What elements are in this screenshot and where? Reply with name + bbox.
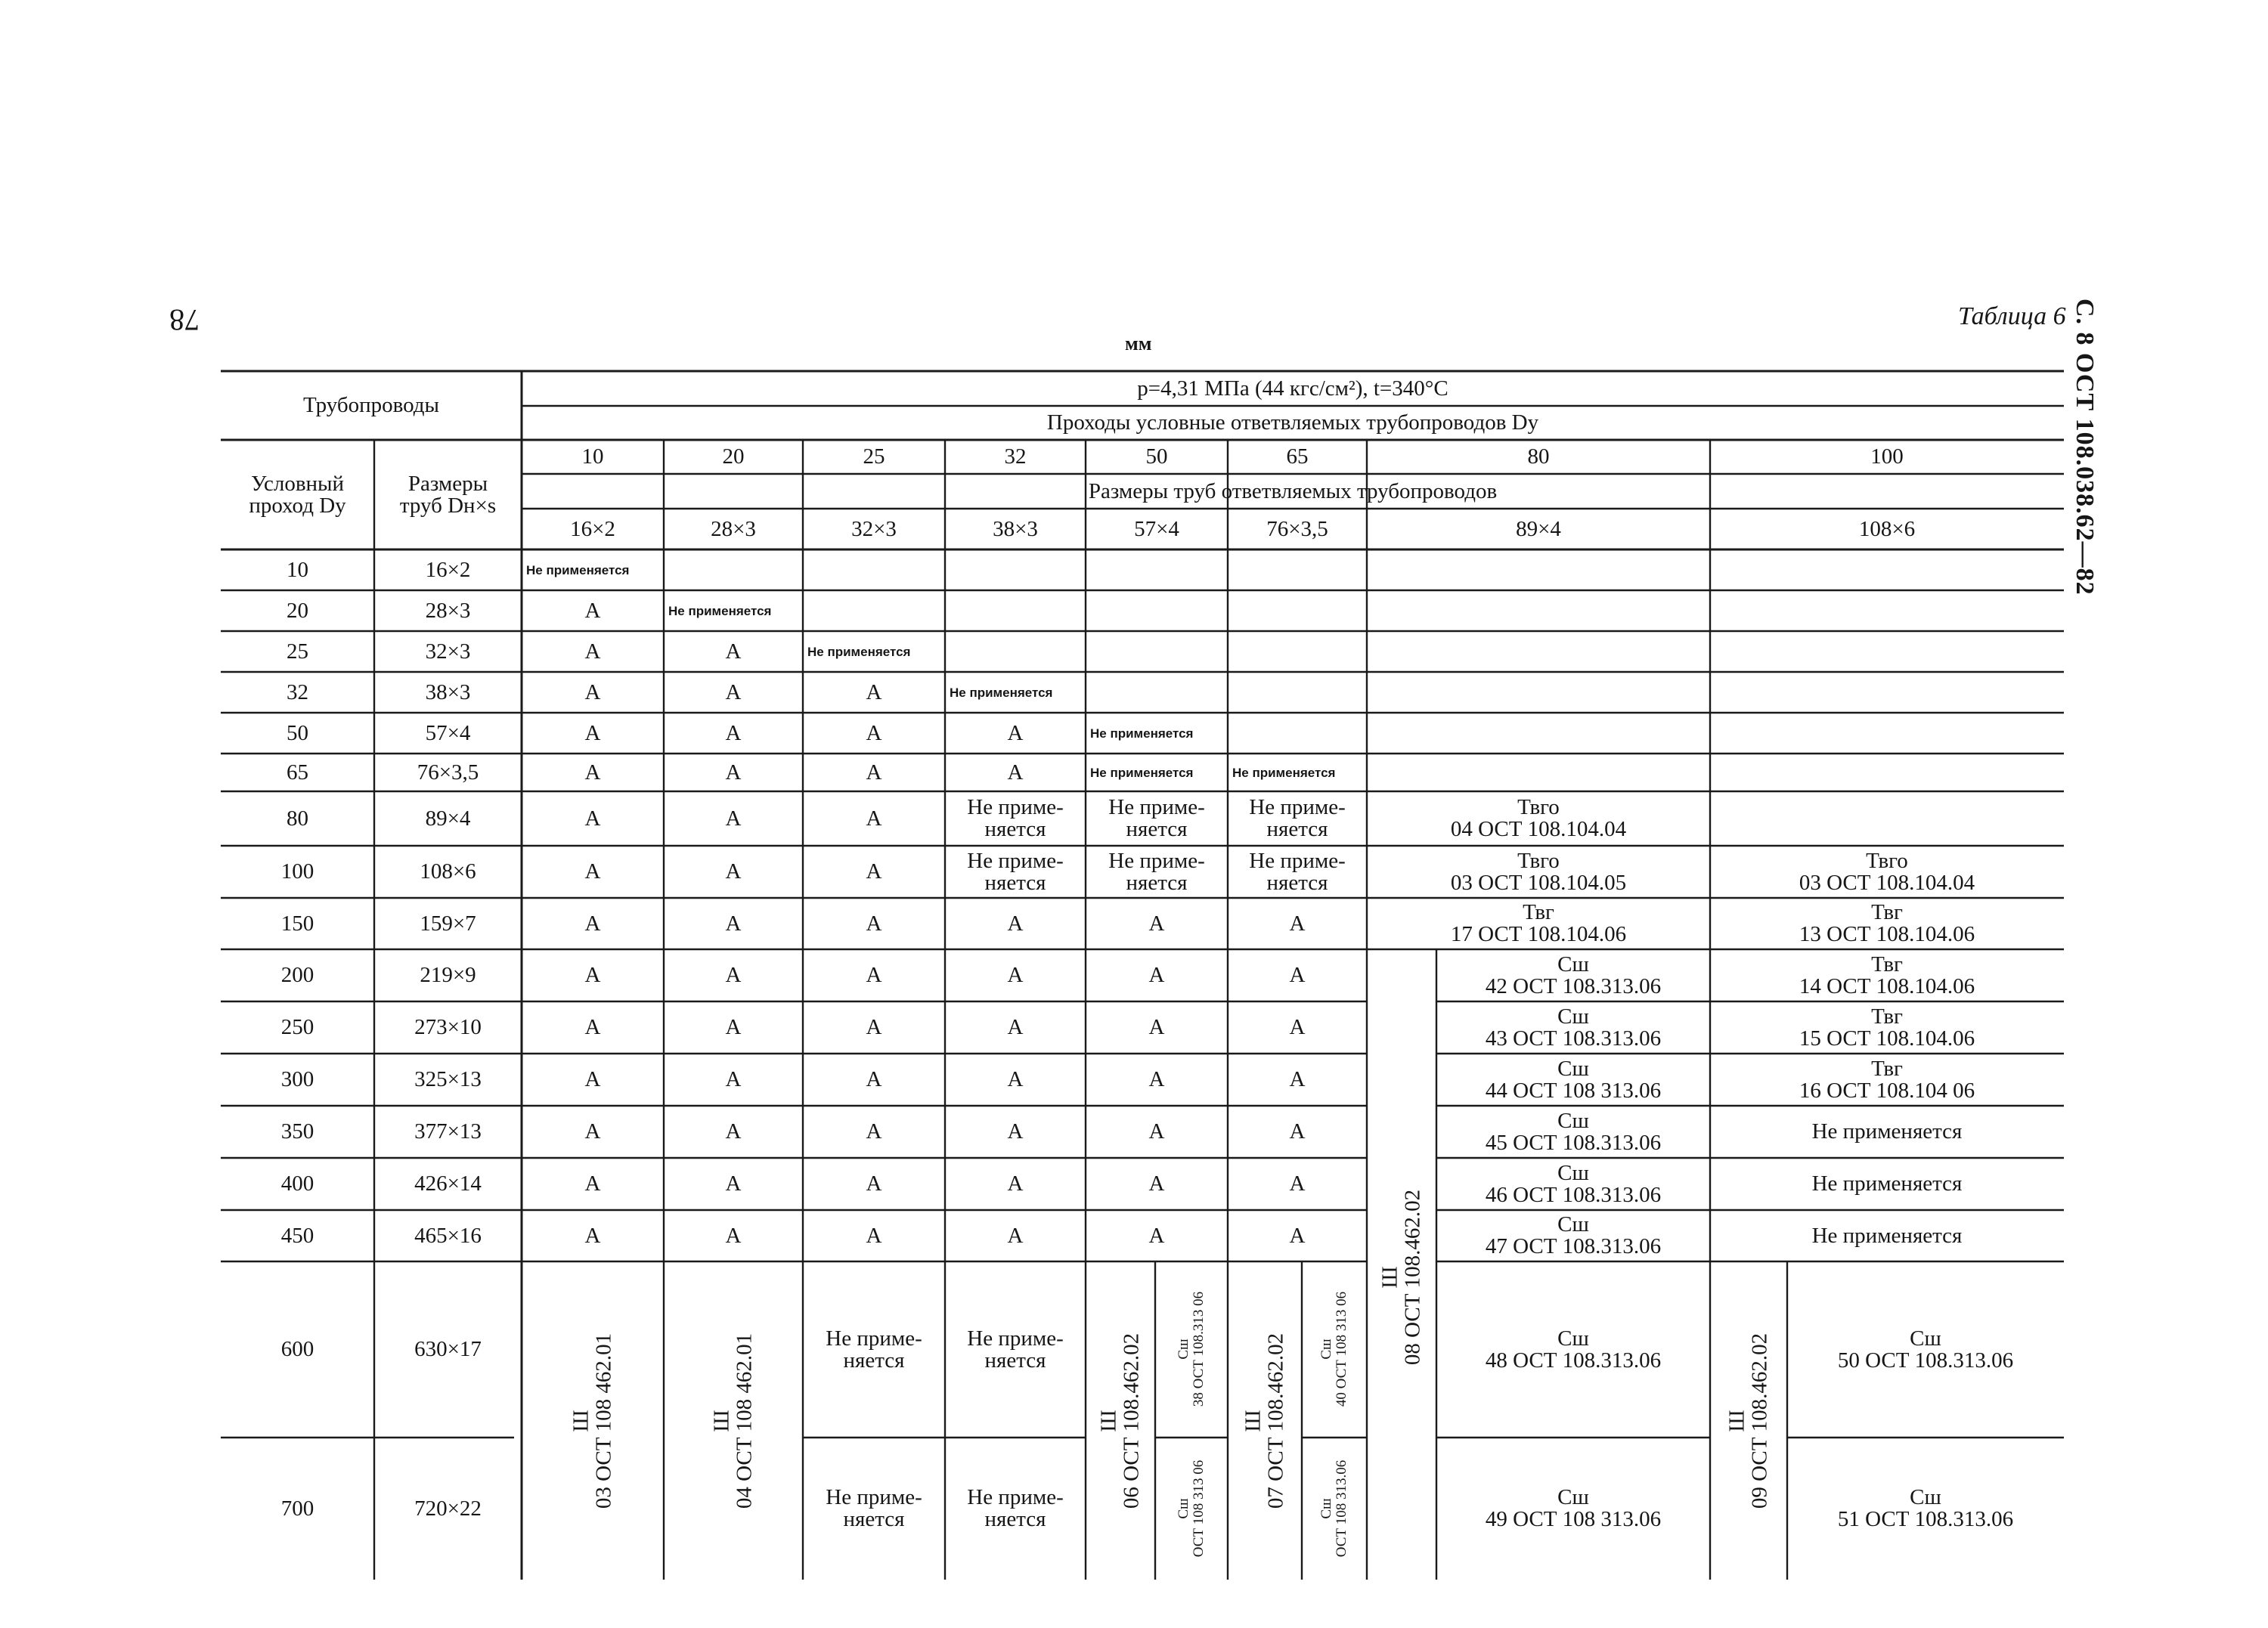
row-size: 377×13 xyxy=(414,1119,482,1144)
table-cell: Не применяется xyxy=(1090,726,1194,741)
table-cell: А xyxy=(725,720,742,745)
table-cell: А xyxy=(584,639,601,664)
cell-line: Ш xyxy=(1377,1266,1402,1289)
cell-line: 45 ОСТ 108.313.06 xyxy=(1485,1130,1662,1155)
table-cell: А xyxy=(1148,1015,1165,1039)
header-branch-size: 32×3 xyxy=(851,516,897,541)
table-cell: А xyxy=(1007,911,1024,936)
table-cell xyxy=(1086,791,1228,846)
header-branch-dy: 25 xyxy=(863,444,885,469)
table-cell: А xyxy=(866,1223,882,1248)
table-cell: А xyxy=(725,1015,742,1039)
cell-line: Сш xyxy=(1557,1212,1589,1236)
cell-line: 16 ОСТ 108.104 06 xyxy=(1799,1078,1975,1103)
cell-line: Твг xyxy=(1871,900,1903,924)
header-branch-dy: 100 xyxy=(1870,444,1904,469)
table-cell: А xyxy=(1007,1015,1024,1039)
cell-line: Твг xyxy=(1871,1004,1903,1029)
row-dy: 150 xyxy=(280,911,314,936)
table-cell: А xyxy=(866,1067,882,1091)
table-cell: А xyxy=(725,911,742,936)
cell-line: Ш xyxy=(709,1410,734,1432)
cell-line: Не приме- xyxy=(826,1326,922,1351)
table-cell: А xyxy=(1007,1119,1024,1144)
cell-line: ОСТ 108 313 06 xyxy=(1191,1459,1207,1558)
header-pipe-sizes xyxy=(374,440,522,549)
cell-600-80 xyxy=(1436,1261,1710,1438)
table-cell: Не применяется xyxy=(668,603,772,618)
cell-line: 07 ОСТ 108.462.02 xyxy=(1264,1332,1288,1509)
cell-line: няется xyxy=(984,1348,1046,1373)
row-dy: 200 xyxy=(280,963,314,987)
table-cell: А xyxy=(725,679,742,704)
cell-line: няется xyxy=(984,817,1046,841)
cell-line: няется xyxy=(1266,870,1328,895)
header-conditions: p=4,31 МПа (44 кгс/см²), t=340°С xyxy=(1137,376,1448,401)
row-dy: 400 xyxy=(280,1171,314,1196)
cell-line: Ш xyxy=(1096,1410,1121,1432)
table-cell: А xyxy=(1289,1119,1306,1144)
table-cell: А xyxy=(866,859,882,884)
table-cell: Не применяется xyxy=(1811,1171,1963,1196)
cell-line: Ш xyxy=(1241,1410,1266,1432)
table-cell: А xyxy=(584,963,601,987)
cell-line: Не приме- xyxy=(967,1485,1064,1509)
cell-line: Сш xyxy=(1910,1485,1941,1509)
table-cell xyxy=(1086,846,1228,898)
header-branch-size: 28×3 xyxy=(711,516,756,541)
table-cell xyxy=(1710,1001,2064,1054)
row-700-size: 720×22 xyxy=(414,1496,482,1521)
table-cell xyxy=(1710,898,2064,949)
cell-line: 44 ОСТ 108 313.06 xyxy=(1485,1078,1662,1103)
cell-line: няется xyxy=(843,1507,905,1531)
cell-line: няется xyxy=(843,1348,905,1373)
table-cell xyxy=(1228,846,1367,898)
cell-line: 43 ОСТ 108.313.06 xyxy=(1485,1026,1662,1051)
table-cell: А xyxy=(725,1119,742,1144)
cell-line: 04 ОСТ 108 462.01 xyxy=(733,1332,757,1509)
table-cell xyxy=(1710,1054,2064,1106)
row-size: 219×9 xyxy=(420,963,476,987)
table-cell xyxy=(1367,846,1710,898)
table-cell: А xyxy=(1007,1171,1024,1196)
table-cell: А xyxy=(584,679,601,704)
table-cell: А xyxy=(1148,1171,1165,1196)
table-cell: А xyxy=(866,1119,882,1144)
table-cell: А xyxy=(725,1067,742,1091)
row-size: 159×7 xyxy=(420,911,476,936)
header-branch-size: 38×3 xyxy=(993,516,1038,541)
row-dy: 32 xyxy=(287,679,308,704)
table-cell: А xyxy=(584,806,601,831)
cell-line: Ш xyxy=(569,1410,593,1432)
table-cell: А xyxy=(725,806,742,831)
table-cell: А xyxy=(1007,1223,1024,1248)
cell-700-32 xyxy=(945,1438,1086,1580)
header-branch-size: 76×3,5 xyxy=(1266,516,1328,541)
row-size: 32×3 xyxy=(425,639,471,664)
cell-line: Сш xyxy=(1318,1339,1335,1360)
cell-600-700-100-span xyxy=(1726,1333,1772,1509)
row-dy: 65 xyxy=(287,760,308,785)
cell-600-65-sub xyxy=(1319,1292,1349,1407)
cell-line: 38 ОСТ 108.313 06 xyxy=(1191,1291,1207,1407)
table-cell xyxy=(1710,846,2064,898)
row-size: 273×10 xyxy=(414,1015,482,1039)
row-size: 16×2 xyxy=(425,557,471,582)
cell-line: Не приме- xyxy=(967,1326,1064,1351)
table-caption: Таблица 6 xyxy=(1958,302,2066,330)
cell-line: Не приме- xyxy=(1108,795,1205,819)
cell-line: Ш xyxy=(1724,1410,1749,1432)
table-cell xyxy=(945,846,1086,898)
table-cell: А xyxy=(1148,911,1165,936)
units-label: мм xyxy=(1125,333,1152,354)
cell-line: Сш xyxy=(1557,1108,1589,1133)
header-branch-dy: 50 xyxy=(1145,444,1168,469)
table-cell: Не применяется xyxy=(950,685,1053,700)
cell-200-700-80-span xyxy=(1379,1190,1425,1365)
row-dy: 80 xyxy=(287,806,308,831)
table-cell: Не применяется xyxy=(1811,1119,1963,1144)
table-cell xyxy=(1710,949,2064,1001)
cell-line: 03 ОСТ 108.104.05 xyxy=(1450,870,1627,895)
cell-line: 04 ОСТ 108.104.04 xyxy=(1450,817,1627,841)
cell-line: Твг xyxy=(1523,900,1554,924)
cell-line: Не приме- xyxy=(826,1485,922,1509)
header-branch-size: 16×2 xyxy=(570,516,615,541)
table-cell: А xyxy=(1007,1067,1024,1091)
row-dy: 20 xyxy=(287,598,308,623)
table-cell xyxy=(1436,1106,1710,1158)
table-cell: А xyxy=(584,1067,601,1091)
table-cell: А xyxy=(584,1171,601,1196)
cell-600-32 xyxy=(945,1261,1086,1438)
table-cell: А xyxy=(1289,1067,1306,1091)
table-cell: А xyxy=(584,1119,601,1144)
cell-700-100 xyxy=(1787,1438,2064,1580)
cell-600-700-65 xyxy=(1242,1333,1288,1509)
table-cell: А xyxy=(1148,1067,1165,1091)
row-size: 76×3,5 xyxy=(417,760,479,785)
header-branch-passages: Проходы условные ответвляемых трубопроводов Dу xyxy=(1046,410,1539,435)
cell-600-50-sub xyxy=(1176,1292,1207,1407)
table-cell: А xyxy=(725,760,742,785)
row-size: 108×6 xyxy=(420,859,476,884)
document-header-rotated: С. 8 ОСТ 108.038.62—82 xyxy=(2071,299,2099,596)
row-dy: 350 xyxy=(280,1119,314,1144)
cell-line: Не приме- xyxy=(967,848,1064,873)
row-dy: 25 xyxy=(287,639,308,664)
header-pipelines: Трубопроводы xyxy=(302,393,440,417)
table-cell xyxy=(1436,1001,1710,1054)
header-branch-dy: 65 xyxy=(1286,444,1309,469)
cell-line: 09 ОСТ 108.462.02 xyxy=(1748,1332,1772,1509)
row-size: 28×3 xyxy=(425,598,471,623)
cell-line: ОСТ 108 313.06 xyxy=(1334,1459,1349,1558)
row-dy: 50 xyxy=(287,720,308,745)
cell-line: 14 ОСТ 108.104.06 xyxy=(1799,973,1975,998)
cell-line: 49 ОСТ 108 313.06 xyxy=(1485,1507,1662,1531)
cell-line: няется xyxy=(1266,817,1328,841)
table-cell: Не применяется xyxy=(1811,1223,1963,1248)
row-size: 57×4 xyxy=(425,720,471,745)
header-cond-passage xyxy=(221,440,374,549)
cell-line: Сш xyxy=(1176,1339,1192,1360)
cell-600-100 xyxy=(1787,1261,2064,1438)
cell-line: 17 ОСТ 108.104.06 xyxy=(1450,922,1627,946)
cell-line: Не приме- xyxy=(1249,795,1346,819)
table-cell: А xyxy=(1007,963,1024,987)
table-cell: А xyxy=(1148,1223,1165,1248)
table-cell: Не применяется xyxy=(526,562,630,577)
row-size: 38×3 xyxy=(425,679,471,704)
cell-line: Сш xyxy=(1176,1498,1192,1519)
header-branch-dy: 20 xyxy=(722,444,745,469)
table-cell: А xyxy=(725,859,742,884)
header-branch-dy: 10 xyxy=(581,444,604,469)
cell-600-700-50 xyxy=(1098,1333,1144,1509)
row-dy: 450 xyxy=(280,1223,314,1248)
table-cell: А xyxy=(1007,760,1024,785)
row-dy: 300 xyxy=(280,1067,314,1091)
cell-line: няется xyxy=(984,1507,1046,1531)
row-dy: 100 xyxy=(280,859,314,884)
cell-600-700-10 xyxy=(570,1333,616,1509)
cell-line: Твго xyxy=(1866,848,1908,873)
table-cell: А xyxy=(725,1171,742,1196)
cell-line: Сш xyxy=(1557,1056,1589,1081)
cell-line: Не приме- xyxy=(1108,848,1205,873)
cell-line: 06 ОСТ 108.462.02 xyxy=(1120,1332,1144,1509)
cell-line: Не приме- xyxy=(967,795,1064,819)
row-dy: 10 xyxy=(287,557,308,582)
cell-700-80 xyxy=(1436,1438,1710,1580)
header-branch-size: 57×4 xyxy=(1134,516,1179,541)
table-cell: А xyxy=(1148,1119,1165,1144)
cell-line: Сш xyxy=(1557,1485,1589,1509)
table-cell: А xyxy=(725,639,742,664)
table-cell: А xyxy=(866,679,882,704)
table-cell: А xyxy=(1007,720,1024,745)
table-cell: А xyxy=(866,1015,882,1039)
table-cell: А xyxy=(584,1223,601,1248)
cell-line: 40 ОСТ 108 313 06 xyxy=(1334,1291,1349,1407)
header-cond-passage-line2: проход Dу xyxy=(249,493,346,518)
header-branch-size: 108×6 xyxy=(1858,516,1916,541)
table-cell: А xyxy=(866,1171,882,1196)
table-cell xyxy=(1436,1054,1710,1106)
table-cell xyxy=(1436,1210,1710,1261)
cell-line: 51 ОСТ 108.313.06 xyxy=(1837,1507,2014,1531)
cell-line: 03 ОСТ 108 462.01 xyxy=(592,1332,616,1509)
cell-line: Сш xyxy=(1557,1160,1589,1185)
cell-line: Сш xyxy=(1318,1498,1335,1519)
table-cell: А xyxy=(1289,911,1306,936)
cell-line: Не приме- xyxy=(1249,848,1346,873)
cell-line: Твг xyxy=(1871,952,1903,976)
table-cell: А xyxy=(1289,963,1306,987)
table-cell: А xyxy=(1289,1171,1306,1196)
cell-600-25 xyxy=(803,1261,945,1438)
table-cell xyxy=(1436,1158,1710,1210)
table-cell: Не применяется xyxy=(1232,765,1336,780)
cell-line: 42 ОСТ 108.313.06 xyxy=(1485,973,1662,998)
row-600-size: 630×17 xyxy=(414,1337,482,1361)
table-cell xyxy=(945,791,1086,846)
table-cell: А xyxy=(584,720,601,745)
cell-line: 47 ОСТ 108.313.06 xyxy=(1485,1234,1662,1258)
cell-600-700-20 xyxy=(711,1333,757,1509)
cell-line: 48 ОСТ 108.313.06 xyxy=(1485,1348,1662,1373)
cell-700-25 xyxy=(803,1438,945,1580)
table-cell: А xyxy=(866,806,882,831)
header-branch-sizes-title: Размеры труб ответвляемых трубопроводов xyxy=(1088,478,1498,503)
table-cell: А xyxy=(1289,1223,1306,1248)
cell-700-50-sub xyxy=(1176,1460,1207,1557)
header-cond-passage-line1: Условный xyxy=(250,471,345,496)
cell-line: 03 ОСТ 108.104.04 xyxy=(1799,870,1975,895)
cell-line: 08 ОСТ 108.462.02 xyxy=(1401,1189,1425,1366)
cell-line: Твго xyxy=(1517,795,1560,819)
table-cell: А xyxy=(584,911,601,936)
cell-line: Сш xyxy=(1910,1326,1941,1351)
row-size: 89×4 xyxy=(425,806,471,831)
cell-line: 50 ОСТ 108.313.06 xyxy=(1837,1348,2014,1373)
cell-line: 13 ОСТ 108.104.06 xyxy=(1799,922,1975,946)
header-pipe-sizes-line1: Размеры xyxy=(407,471,488,496)
table-cell xyxy=(1367,898,1710,949)
table-cell: А xyxy=(1148,963,1165,987)
cell-line: Твго xyxy=(1517,848,1560,873)
row-700-dy: 700 xyxy=(280,1496,314,1521)
header-branch-dy: 32 xyxy=(1004,444,1027,469)
table-cell: Не применяется xyxy=(807,644,911,659)
row-size: 426×14 xyxy=(414,1171,482,1196)
header-branch-size: 89×4 xyxy=(1516,516,1561,541)
table-cell xyxy=(1367,791,1710,846)
table-cell: А xyxy=(866,720,882,745)
table-cell: А xyxy=(584,760,601,785)
row-600-dy: 600 xyxy=(280,1337,314,1361)
header-branch-dy: 80 xyxy=(1527,444,1550,469)
table-cell: А xyxy=(866,911,882,936)
cell-line: Сш xyxy=(1557,1326,1589,1351)
table-cell: А xyxy=(866,760,882,785)
cell-line: няется xyxy=(984,870,1046,895)
table-cell xyxy=(1228,791,1367,846)
table-cell: А xyxy=(584,1015,601,1039)
row-size: 465×16 xyxy=(414,1223,482,1248)
row-dy: 250 xyxy=(280,1015,314,1039)
cell-line: няется xyxy=(1126,817,1188,841)
page-number: 78 xyxy=(169,303,200,337)
cell-line: няется xyxy=(1126,870,1188,895)
cell-line: Сш xyxy=(1557,952,1589,976)
table-cell: А xyxy=(725,1223,742,1248)
cell-700-65-sub xyxy=(1319,1460,1349,1557)
table-cell: А xyxy=(584,859,601,884)
row-size: 325×13 xyxy=(414,1067,482,1091)
table-cell: А xyxy=(866,963,882,987)
table-cell: А xyxy=(584,598,601,623)
table-cell: Не применяется xyxy=(1090,765,1194,780)
cell-line: 46 ОСТ 108.313.06 xyxy=(1485,1182,1662,1207)
table-cell: А xyxy=(1289,1015,1306,1039)
table-cell: А xyxy=(725,963,742,987)
cell-line: Сш xyxy=(1557,1004,1589,1029)
header-pipe-sizes-line2: труб Dн×s xyxy=(399,493,497,518)
table-cell xyxy=(1436,949,1710,1001)
cell-line: Твг xyxy=(1871,1056,1903,1081)
cell-line: 15 ОСТ 108.104.06 xyxy=(1799,1026,1975,1051)
